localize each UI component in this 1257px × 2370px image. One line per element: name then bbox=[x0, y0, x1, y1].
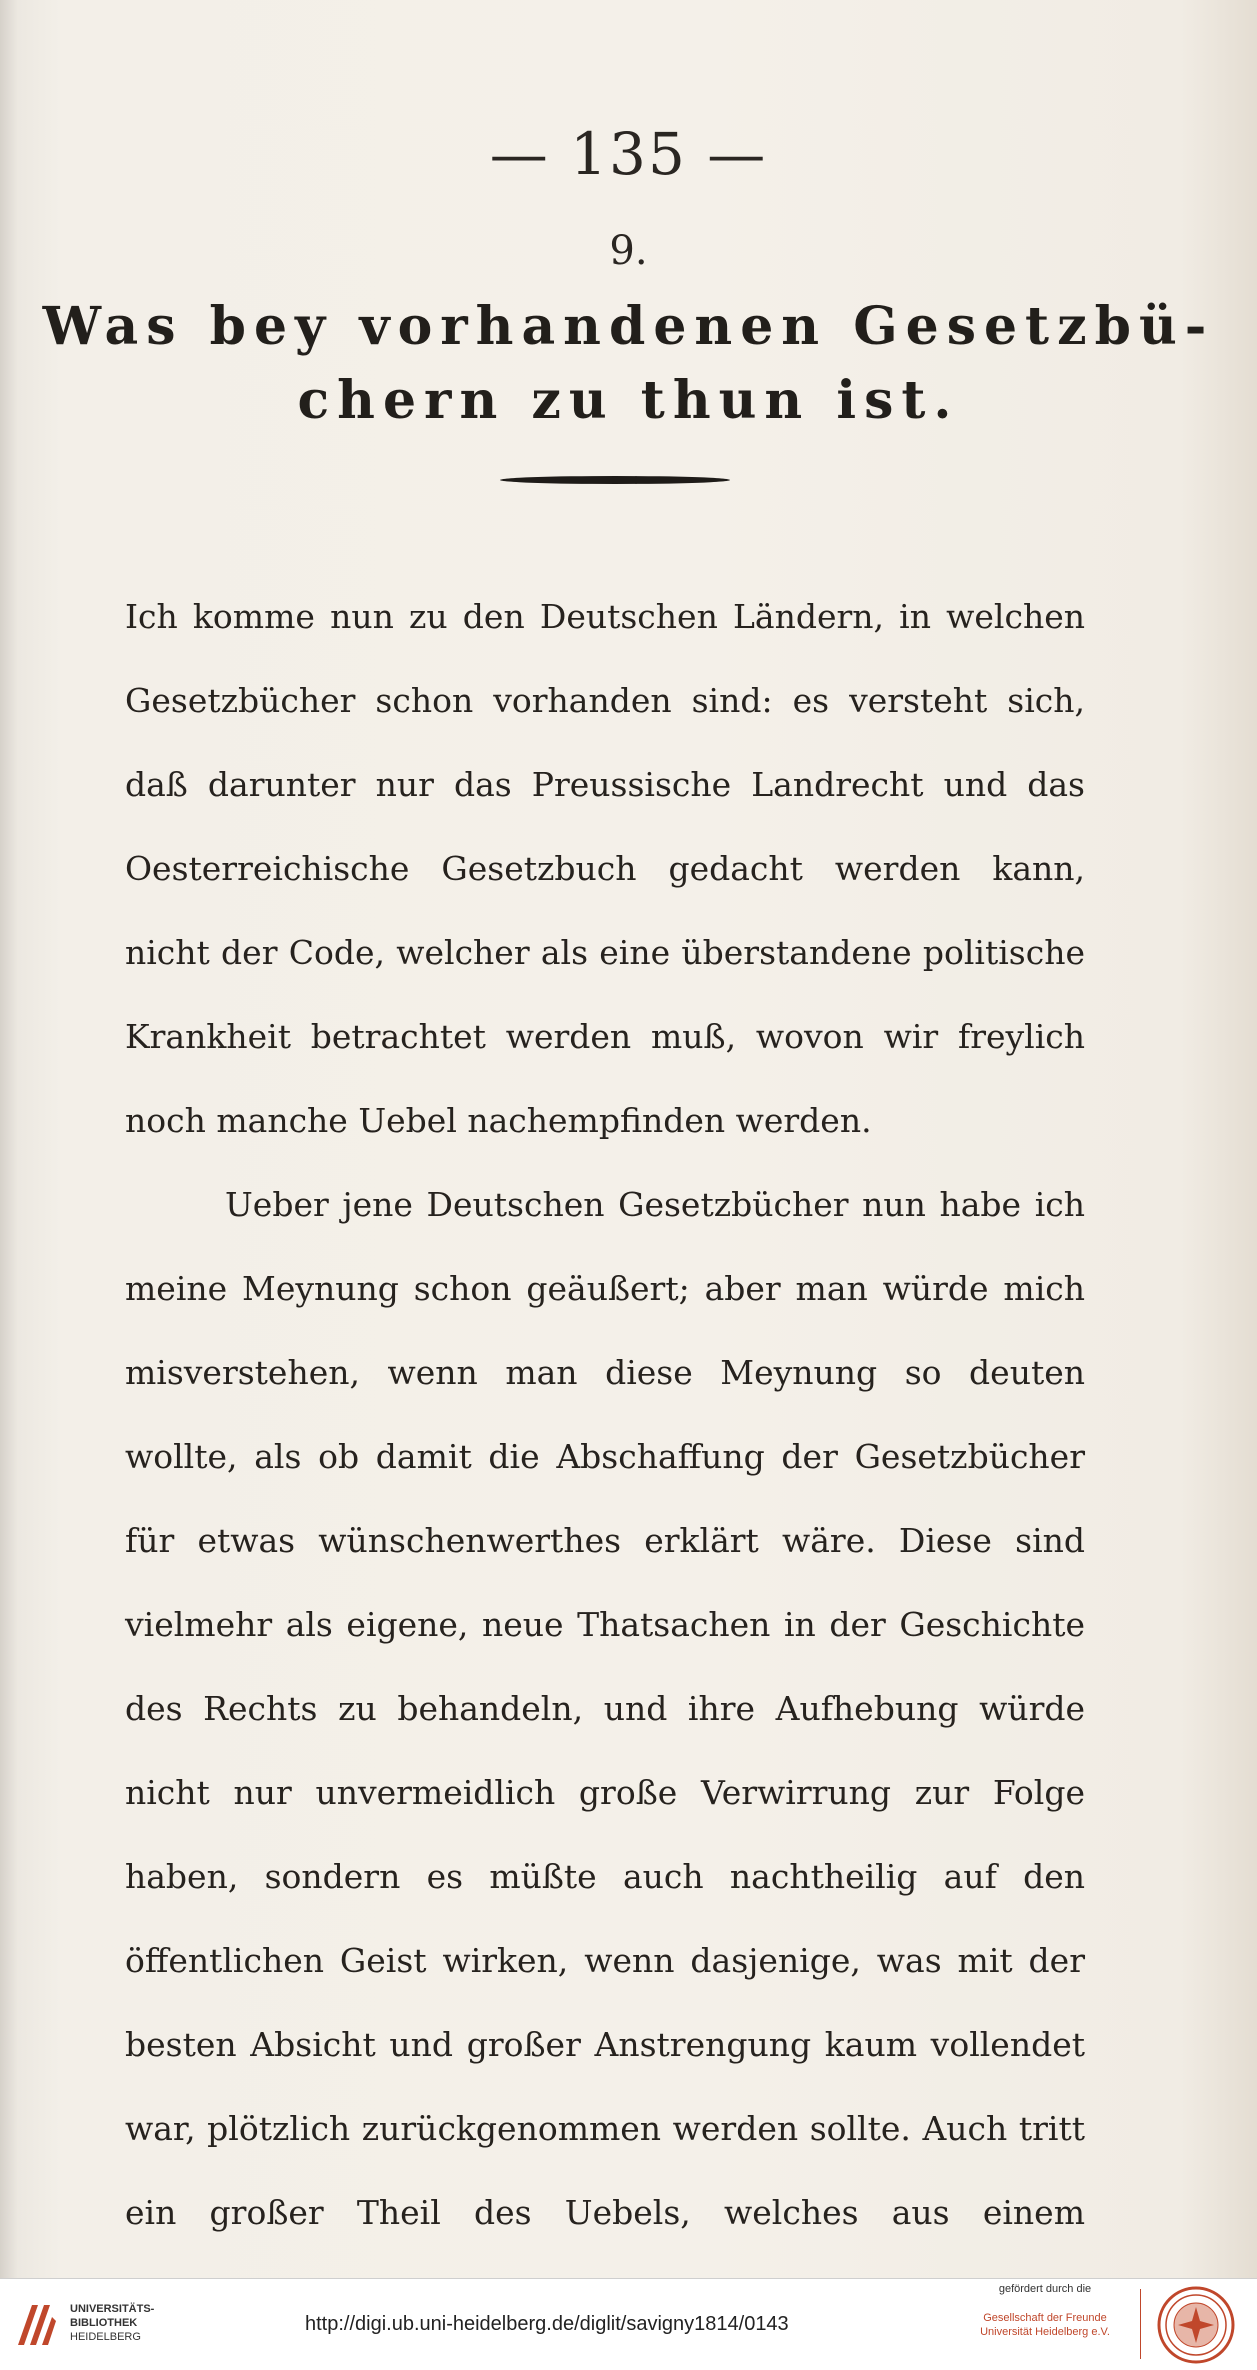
paragraph-1: Ich komme nun zu den Deutschen Ländern, in welchen Gesetzbücher schon vorhanden sind: es versteht sich, daß darunter nur das Preussische Landrecht und das Oesterreichische Gesetzbuch gedacht werden kann, nicht der Code, welcher als eine überstandene politische Krankheit betrachtet werden muß, wovon wir freylich noch manche Uebel nachempfinden werden. bbox=[125, 597, 1085, 1140]
university-seal-icon bbox=[1156, 2285, 1236, 2365]
sponsor-name: Gesellschaft der Freunde Universität Heidelberg e.V. bbox=[980, 2312, 1110, 2338]
paragraph-2: Ueber jene Deutschen Gesetzbücher nun habe ich meine Meynung schon geäußert; aber man würde mich misverstehen, wenn man diese Meynung so deuten wollte, als ob damit die Abschaffung der Gesetzbücher für etwas wünschenwerthes erklärt wäre. Diese sind vielmehr als eigene, neue Thatsachen in der Geschichte des Rechts zu behandeln, und ihre Aufhebung würde nicht nur unvermeidlich große Verwirrung zur Folge haben, sondern es müßte auch nachtheilig auf den öffentlichen Geist wirken, wenn dasjenige, was mit der besten Absicht und großer Anstrengung kaum vollendet war, plötzlich zurückgenommen werden sollte. Auch tritt ein großer Theil des Uebels, welches aus einem bbox=[125, 1185, 1085, 2232]
university-library-logo-icon bbox=[12, 2299, 60, 2351]
section-number: 9. bbox=[609, 228, 648, 274]
section-title-line-2: chern zu thun ist. bbox=[297, 370, 960, 431]
footer-divider bbox=[1140, 2289, 1141, 2359]
permalink-url[interactable]: http://digi.ub.uni-heidelberg.de/diglit/savigny1814/0143 bbox=[305, 2313, 789, 2335]
funded-by-label: gefördert durch die bbox=[998, 2283, 1092, 2295]
page-number: — 135 — bbox=[489, 120, 768, 188]
library-name: UNIVERSITÄTS- BIBLIOTHEK HEIDELBERG bbox=[70, 2303, 155, 2343]
body-text bbox=[125, 575, 1085, 2278]
footer-bar bbox=[0, 2278, 1257, 2370]
section-title-line-1: Was bey vorhandenen Gesetzbü- bbox=[42, 296, 1215, 357]
title-divider bbox=[500, 476, 730, 484]
